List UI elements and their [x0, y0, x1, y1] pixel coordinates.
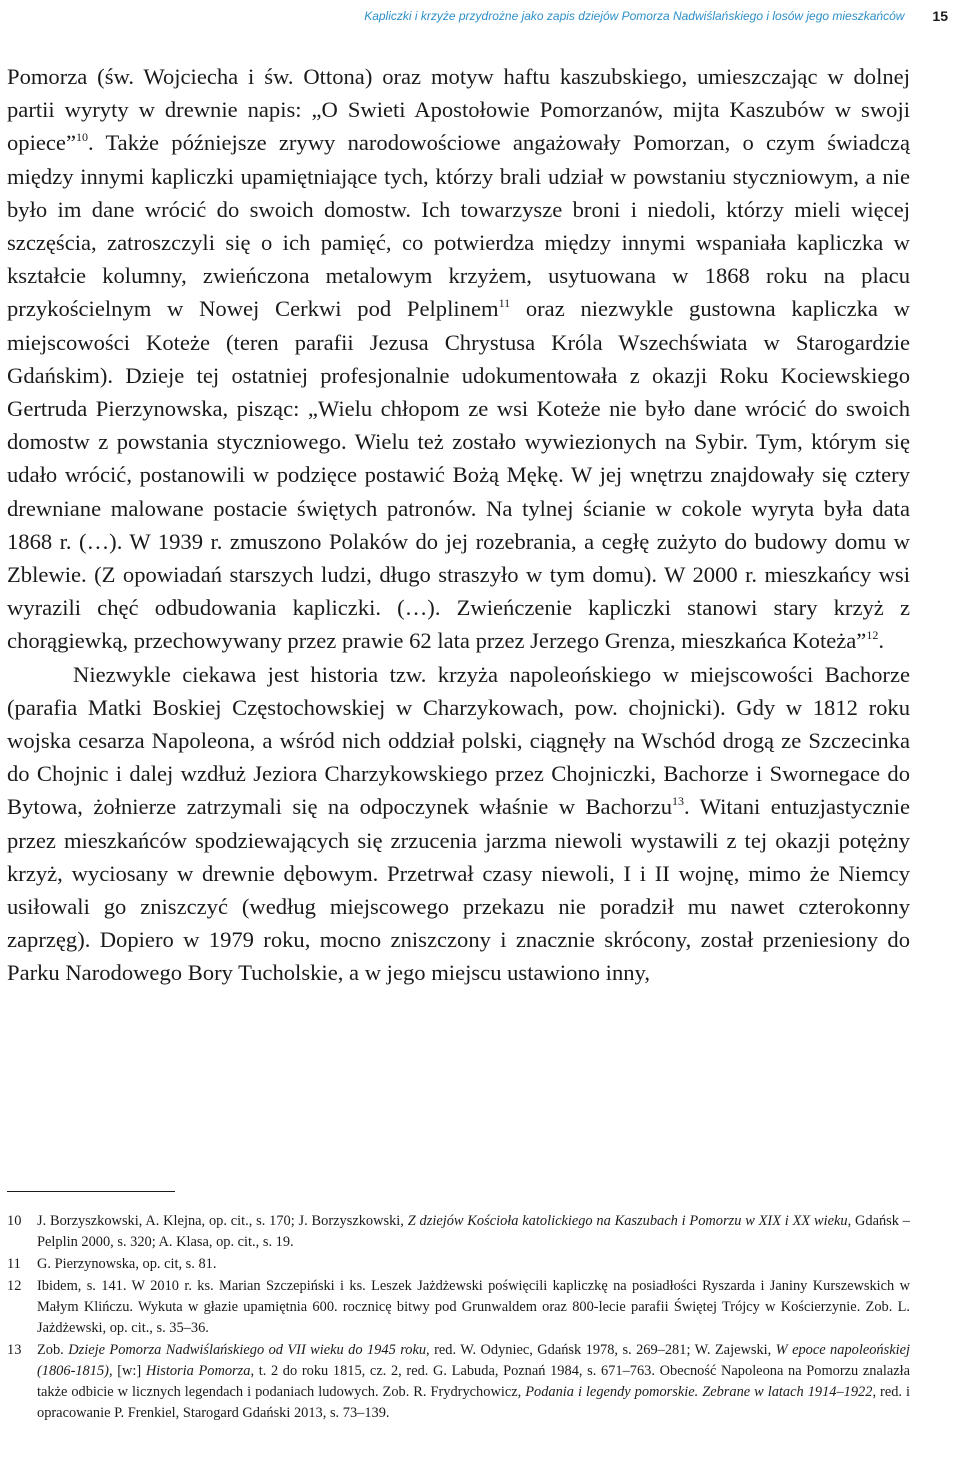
footnote-run: Zob.	[37, 1342, 69, 1358]
footnote-title: W epoce napoleońskiej (1806-1815)	[37, 1342, 910, 1379]
footnote-number: 13	[7, 1342, 22, 1358]
text-run: Niezwykle ciekawa jest historia tzw. krzyża napoleońskiego w miejscowości Bachorze (parafia Matki Boskiej Częstochowskiej w Charzykowach, pow. chojnicki). Gdy w 1812 roku wojska cesarza Napoleona, a wśród nich oddział polski, ciągnęły na Wschód drogą ze Szczecinka do Chojnic i dalej wzdłuż Jeziora Charzykowskiego przez Chojniczki, Bachorze i Swornegace do Bytowa, żołnierze zatrzymali się na odpoczynek właśnie w Bachorzu	[7, 661, 910, 820]
footnote-10	[7, 1211, 910, 1253]
footnote-title: Z dziejów Kościoła katolickiego na Kaszubach i Pomorzu w XIX i XX wieku	[407, 1213, 848, 1229]
main-text	[7, 60, 910, 990]
text-run: . Także późniejsze zrywy narodowościowe angażowały Pomorzan, o czym świadczą między innymi kapliczki upamiętniające tych, którzy brali udział w powstaniu styczniowym, a nie było im dane wrócić do swoich domostw. Ich towarzysze broni i niedoli, którzy mieli więcej szczęścia, zatroszczyli się o ich pamięć, co potwierdza między innymi wspaniała kapliczka w kształcie kolumny, zwieńczona metalowym krzyżem, usytuowana w 1868 roku na placu przykościelnym w Nowej Cerkwi pod Pelplinem	[7, 130, 910, 322]
footnote-run: , Gdańsk – Pelplin 2000, s. 320; A. Klasa, op. cit., s. 19.	[37, 1213, 910, 1250]
text-run: Pomorza (św. Wojciecha i św. Ottona) oraz motyw haftu kaszubskiego, umieszczając w dolnej partii wyryty w drewnie napis: „O Swieti Apostołowie Pomorzanów, mijta Kaszubów w swoji opiece”	[7, 64, 910, 156]
footnote-run: G. Pierzynowska, op. cit, s. 81.	[37, 1256, 217, 1272]
running-title: Kapliczki i krzyże przydrożne jako zapis dziejów Pomorza Nadwiślańskiego i losów jego mieszkańców	[364, 9, 905, 23]
footnote-title: Dzieje Pomorza Nadwiślańskiego od VII wieku do 1945 roku	[68, 1342, 427, 1358]
footnote-text	[37, 1340, 910, 1424]
footnote-text	[37, 1276, 910, 1339]
running-header	[0, 0, 960, 32]
footnote-12	[7, 1276, 910, 1339]
footnote-text	[37, 1254, 910, 1275]
footnote-run: , t. 2 do roku 1815, cz. 2, red. G. Labuda, Poznań 1984, s. 671–763. Obecność Napoleona na Pomorzu znalazła także odbicie w licznych legendach i podaniach ludowych. Zob. R. Frydrychowicz,	[37, 1363, 910, 1400]
footnotes	[7, 1211, 910, 1425]
footnote-ref-11[interactable]: 11	[498, 296, 511, 311]
text-run: .	[878, 628, 884, 654]
footnote-run: J. Borzyszkowski, A. Klejna, op. cit., s. 170; J. Borzyszkowski,	[37, 1213, 408, 1229]
footnote-ref-13[interactable]: 13	[672, 794, 685, 809]
footnote-ref-12[interactable]: 12	[866, 628, 879, 643]
footnote-run: , red. i opracowanie P. Frenkiel, Starogard Gdański 2013, s. 73–139.	[37, 1384, 910, 1421]
footnote-ref-10[interactable]: 10	[75, 130, 88, 145]
paragraph-2	[7, 658, 910, 990]
paragraph-1	[7, 60, 910, 658]
page-number: 15	[932, 8, 948, 24]
footnote-number: 12	[7, 1278, 22, 1294]
footnote-number: 11	[7, 1256, 21, 1272]
footnote-run: , red. W. Odyniec, Gdańsk 1978, s. 269–281; W. Zajewski,	[426, 1342, 776, 1358]
footnote-number: 10	[7, 1213, 22, 1229]
footnote-run: , [w:]	[108, 1363, 146, 1379]
footnote-text	[37, 1211, 910, 1253]
footnote-title: Podania i legendy pomorskie. Zebrane w latach 1914–1922	[525, 1384, 873, 1400]
text-run: . Witani entuzjastycznie przez mieszkańców spodziewających się zrzucenia jarzma niewoli wystawili z tej okazji potężny krzyż, wyciosany w drewnie dębowym. Przetrwał czasy niewoli, I i II wojnę, mimo że Niemcy usiłowali go zniszczyć (według miejscowego przekazu nie poradził mu nawet czterokonny zaprzęg). Dopiero w 1979 roku, mocno zniszczony i znacznie skrócony, został przeniesiony do Parku Narodowego Bory Tucholskie, a w jego miejscu ustawiono inny,	[7, 794, 910, 986]
footnote-title: Historia Pomorza	[145, 1363, 251, 1379]
text-run: oraz niezwykle gustowna kapliczka w miejscowości Koteże (teren parafii Jezusa Chrystusa Króla Wszechświata w Starogardzie Gdańskim). Dzieje tej ostatniej profesjonalnie udokumentowała z okazji Roku Kociewskiego Gertruda Pierzynowska, pisząc: „Wielu chłopom ze wsi Koteże nie było dane wrócić do swoich domostw z powstania styczniowego. Wielu też zostało wywiezionych na Sybir. Tym, którym się udało wrócić, postanowili w podzięce postawić Bożą Mękę. W jej wnętrzu znajdowały się cztery drewniane malowane postacie świętych patronów. Na tylnej ścianie w cokole wyryta była data 1868 r. (…). W 1939 r. zmuszono Polaków do jej rozebrania, a cegłę zużyto do budowy domu w Zblewie. (Z opowiadań starszych ludzi, długo straszyło w tym domu). W 2000 r. mieszkańcy wsi wyrazili chęć odbudowania kapliczki. (…). Zwieńczenie kapliczki stanowi stary krzyż z chorągiewką, przechowywany przez prawie 62 lata przez Jerzego Grenza, mieszkańca Koteża”	[7, 296, 910, 654]
footnote-13	[7, 1340, 910, 1424]
footnote-11	[7, 1254, 910, 1275]
footnote-divider	[7, 1191, 175, 1192]
footnote-run: Ibidem, s. 141. W 2010 r. ks. Marian Szczepiński i ks. Leszek Jażdżewski poświęcili kapliczkę na posiadłości Ryszarda i Janiny Kurszewskich w Małym Klińczu. Wykuta w głazie upamiętnia 600. rocznicę bitwy pod Grunwaldem oraz 800-lecie parafii Świętej Trójcy w Kościerzynie. Zob. L. Jażdżewski, op. cit., s. 35–36.	[37, 1278, 910, 1336]
